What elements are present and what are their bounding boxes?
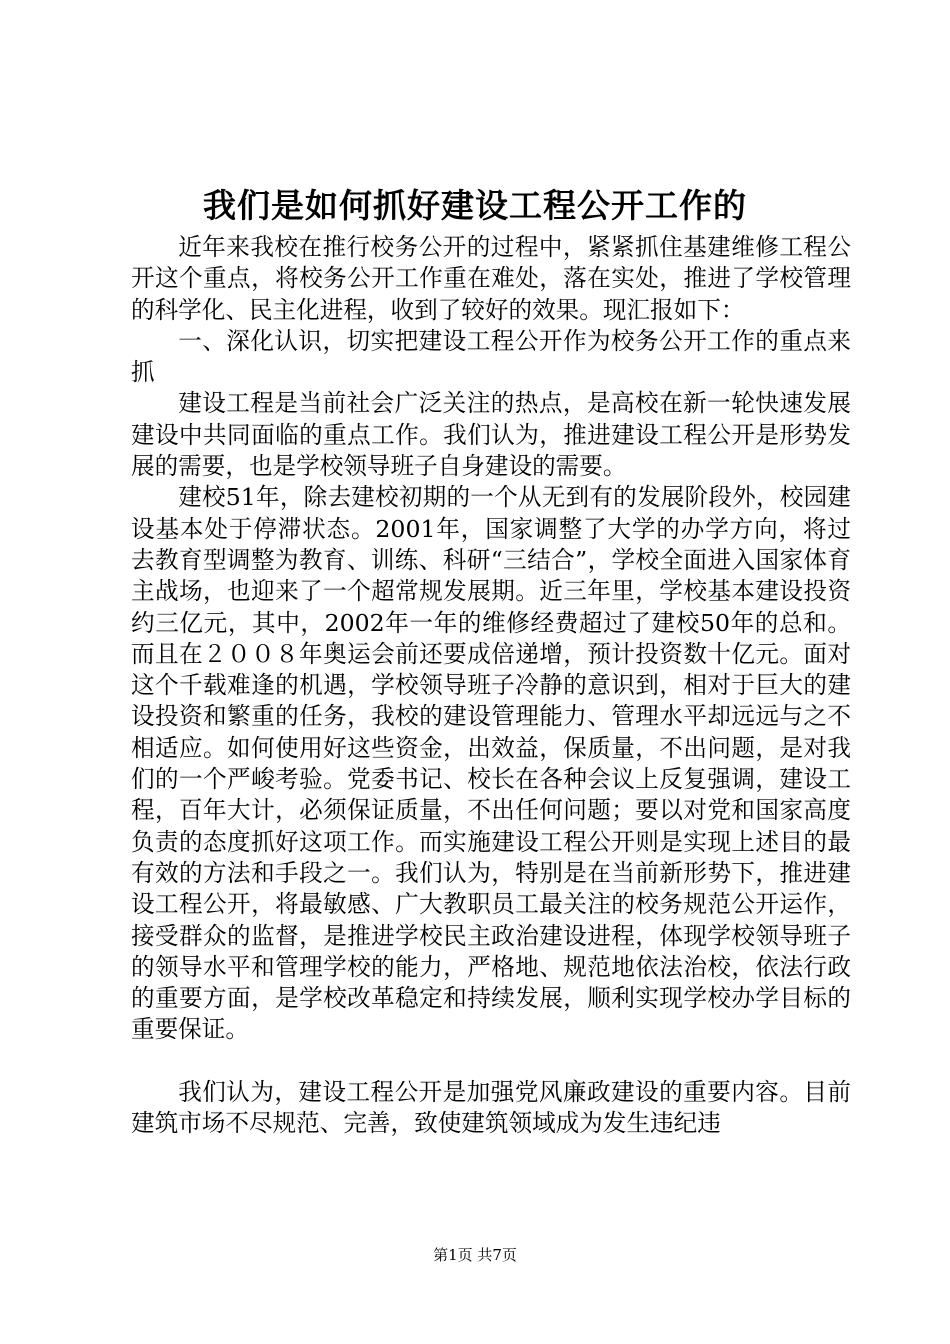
paragraph-2: 建设工程是当前社会广泛关注的热点，是高校在新一轮快速发展建设中共同面临的重点工作。我们认为，推进建设工程公开是形势发展的需要，也是学校领导班子自身建设的需要。 bbox=[131, 389, 851, 481]
page-footer: 第1页 共7页 bbox=[433, 1246, 517, 1264]
paragraph-intro: 近年来我校在推行校务公开的过程中，紧紧抓住基建维修工程公开这个重点，将校务公开工作重在难处，落在实处，推进了学校管理的科学化、民主化进程，收到了较好的效果。现汇报如下： bbox=[131, 233, 851, 324]
document-body bbox=[131, 232, 851, 1139]
paragraph-4: 我们认为，建设工程公开是加强党风廉政建设的重要内容。目前建筑市场不尽规范、完善，致使建筑领域成为发生违纪违 bbox=[131, 1077, 851, 1138]
section-heading-1: 一、深化认识，切实把建设工程公开作为校务公开工作的重点来抓 bbox=[131, 326, 851, 387]
paragraph-3: 建校51年，除去建校初期的一个从无到有的发展阶段外，校园建设基本处于停滞状态。2001年，国家调整了大学的办学方向，将过去教育型调整为教育、训练、科研“三结合”，学校全面进入国家体育主战场，也迎来了一个超常规发展期。近三年里，学校基本建设投资约三亿元，其中，2002年一年的维修经费超过了建校50年的总和。而且在２００８年奥运会前还要成倍递增，预计投资数十亿元。面对这个千载难逢的机遇，学校领导班子冷静的意识到，相对于巨大的建设投资和繁重的任务，我校的建设管理能力、管理水平却远远与之不相适应。如何使用好这些资金，出效益，保质量，不出问题，是对我们的一个严峻考验。党委书记、校长在各种会议上反复强调，建设工程，百年大计，必须保证质量，不出任何问题；要以对党和国家高度负责的态度抓好这项工作。而实施建设工程公开则是实现上述目的最有效的方法和手段之一。我们认为，特别是在当前新形势下，推进建设工程公开，将最敏感、广大教职员工最关注的校务规范公开运作，接受群众的监督，是推进学校民主政治建设进程，体现学校领导班子的领导水平和管理学校的能力，严格地、规范地依法治校，依法行政的重要方面，是学校改革稳定和持续发展，顺利实现学校办学目标的重要保证。 bbox=[131, 483, 851, 1044]
document-title: 我们是如何抓好建设工程公开工作的 bbox=[203, 186, 747, 225]
